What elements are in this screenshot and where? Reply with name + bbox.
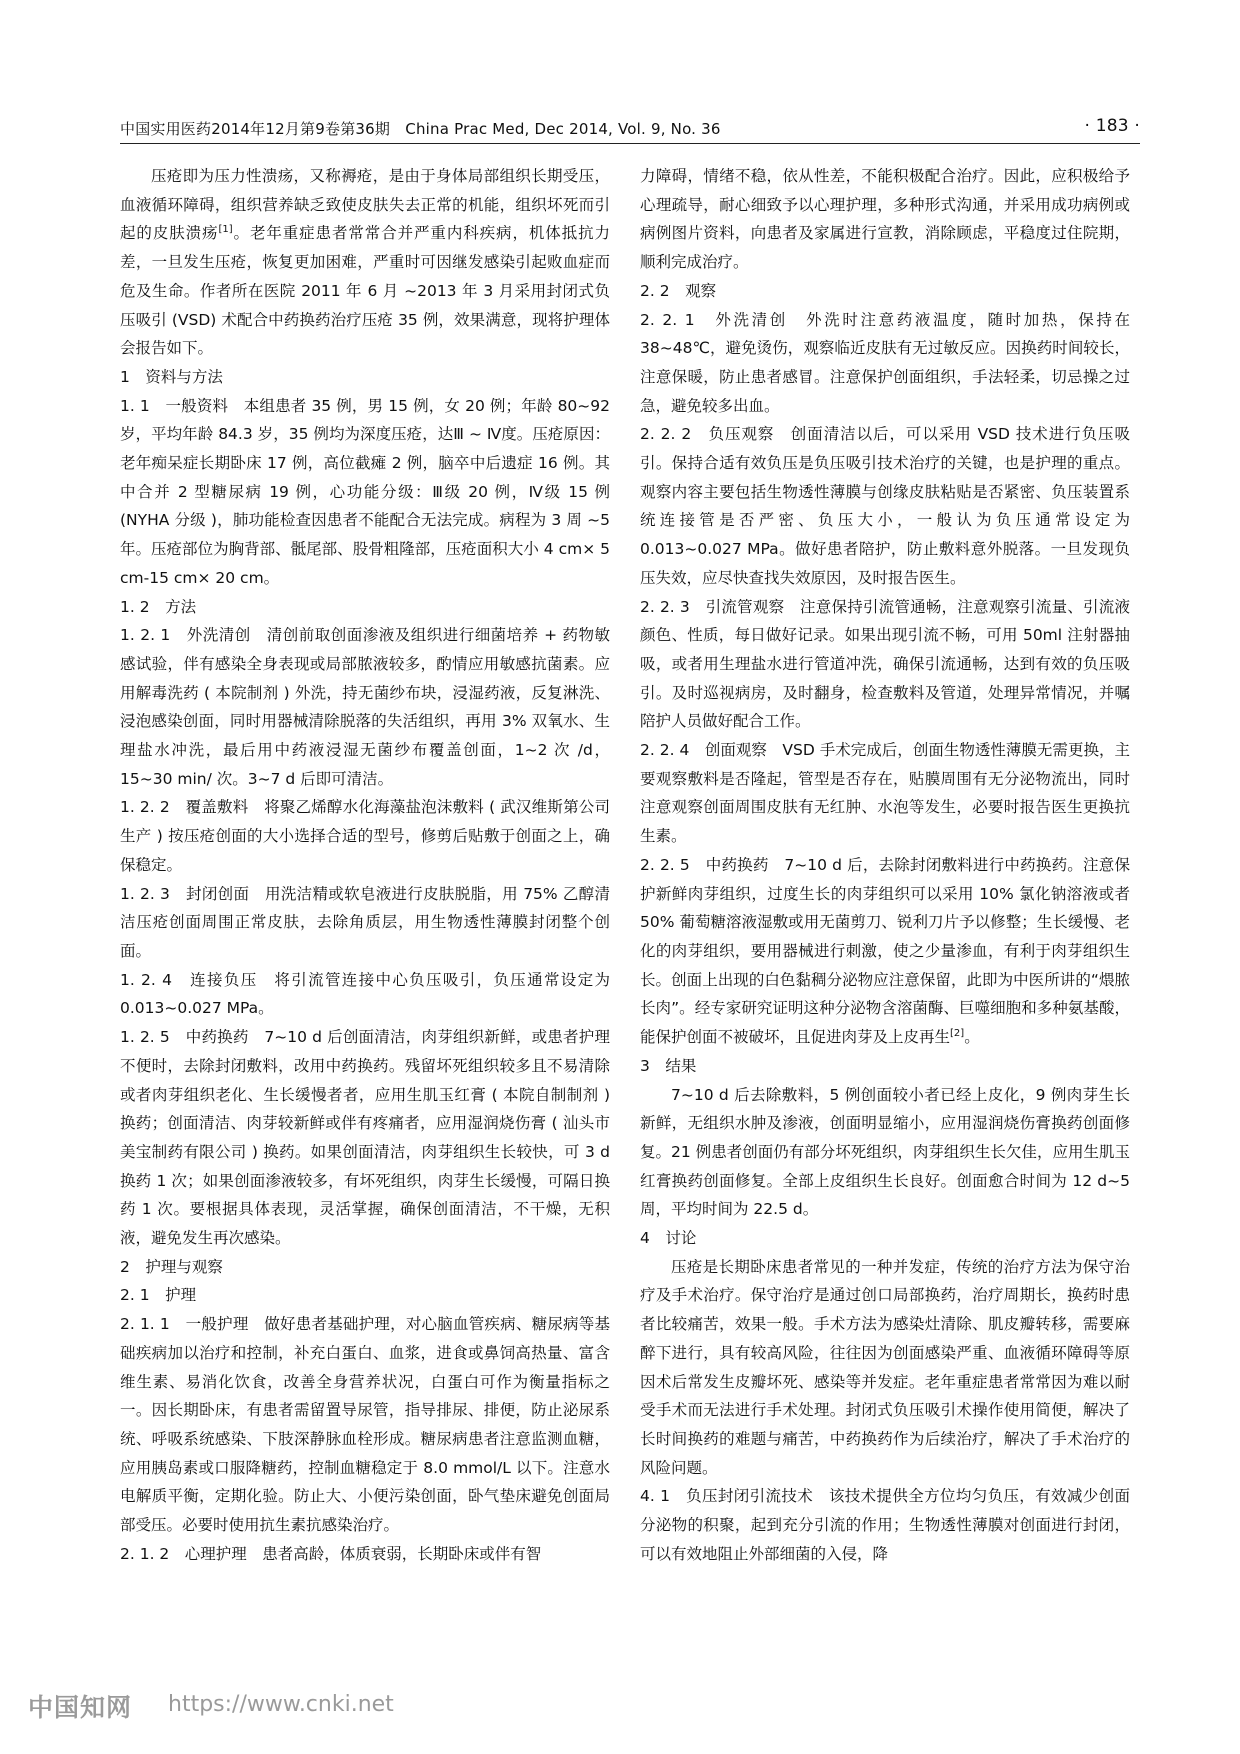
section-heading <box>120 593 610 622</box>
paragraph-text: 压疮是长期卧床患者常见的一种并发症，传统的治疗方法为保守治疗及手术治疗。保守治疗是通过创口局部换药，治疗周期长，换药时患者比较痛苦，效果一般。手术方法为感染灶清除、肌皮瓣转移，需要麻醉下进行，具有较高风险，往往因为创面感染严重、血液循环障碍等原因术后常发生皮瓣坏死、感染等并发症。老年重症患者常常因为难以耐受手术而无法进行手术处理。封闭式负压吸引术操作使用简便，解决了长时间换药的难题与痛苦，中药换药作为后续治疗，解决了手术治疗的风险问题。 <box>640 1257 1130 1477</box>
paragraph-text: 1. 1 一般资料 本组患者 35 例，男 15 例，女 20 例；年龄 80~92 岁，平均年龄 84.3 岁，35 例均为深度压疮，达Ⅲ ~ Ⅳ度。压疮原因：老年痴呆症长期卧床 17 例，高位截瘫 2 例，脑卒中后遗症 16 例。其中合并 2 型糖尿病 19 例，心功能分级：Ⅲ级 20 例，Ⅳ级 15 例 (NYHA 分级 )，肺功能检查因患者不能配合无法完成。病程为 3 周 ~5 年。压疮部位为胸背部、骶尾部、股骨粗隆部，压疮面积大小 4 cm× 5 cm-15 cm× 20 cm。 <box>120 396 610 587</box>
section-heading <box>120 363 610 392</box>
cnki-url[interactable]: https://www.cnki.net <box>168 1692 394 1717</box>
paragraph <box>120 880 610 966</box>
section-heading <box>120 1253 610 1282</box>
paragraph-text: 。 <box>964 1028 980 1047</box>
paragraph <box>640 736 1130 851</box>
page-number: · 183 · <box>1084 116 1140 136</box>
paragraph-text: 力障碍，情绪不稳，依从性差，不能积极配合治疗。因此，应积极给予心理疏导，耐心细致予以心理护理，多种形式沟通，并采用成功病例或病例图片资料，向患者及家属进行宣教，消除顾虑，平稳度过住院期，顺利完成治疗。 <box>640 167 1130 272</box>
paragraph <box>120 966 610 1023</box>
paragraph-text: 1 资料与方法 <box>120 367 223 386</box>
paragraph-text: 2. 2. 2 负压观察 创面清洁以后，可以采用 VSD 技术进行负压吸引。保持合适有效负压是负压吸引技术治疗的关键，也是护理的重点。观察内容主要包括生物透性薄膜与创缘皮肤粘贴是否紧密、负压装置系统连接管是否严密、负压大小，一般认为负压通常设定为 0.013~0.027 MPa。做好患者陪护，防止敷料意外脱落。一旦发现负压失效，应尽快查找失效原因，及时报告医生。 <box>640 425 1130 587</box>
paragraph-text: 2. 2. 1 外洗清创 外洗时注意药液温度，随时加热，保持在 38~48℃，避免烫伤，观察临近皮肤有无过敏反应。因换药时间较长，注意保暖，防止患者感冒。注意保护创面组织，手法轻柔，切忌操之过急，避免较多出血。 <box>640 310 1130 415</box>
header-divider <box>120 143 1140 144</box>
paragraph-text: 3 结果 <box>640 1056 697 1075</box>
paragraph-text: 2. 2. 4 创面观察 VSD 手术完成后，创面生物透性薄膜无需更换，主要观察敷料是否隆起，管型是否存在，贴膜周围有无分泌物流出，同时注意观察创面周围皮肤有无红肿、水泡等发生，必要时报告医生更换抗生素。 <box>640 741 1130 846</box>
paragraph-text: 1. 2. 5 中药换药 7~10 d 后创面清洁，肉芽组织新鲜，或患者护理不便时，去除封闭敷料，改用中药换药。残留坏死组织较多且不易清除或者肉芽组织老化、生长缓慢者者，应用生肌玉红膏 ( 本院自制制剂 ) 换药；创面清洁、肉芽较新鲜或伴有疼痛者，应用湿润烧伤膏 ( 汕头市美宝制药有限公司 ) 换药。如果创面清洁，肉芽组织生长较快，可 3 d 换药 1 次；如果创面渗液较多，有坏死组织，肉芽生长缓慢，可隔日换药 1 次。要根据具体表现，灵活掌握，确保创面清洁，不干燥，无积液，避免发生再次感染。 <box>120 1028 610 1248</box>
paragraph-text: 2. 1. 1 一般护理 做好患者基础护理，对心脑血管疾病、糖尿病等基础疾病加以治疗和控制，补充白蛋白、血浆，进食或鼻饲高热量、富含维生素、易消化饮食，改善全身营养状况，白蛋白可作为衡量指标之一。因长期卧床，有患者需留置导尿管，指导排尿、排便，防止泌尿系统、呼吸系统感染、下肢深静脉血栓形成。糖尿病患者注意监测血糖，应用胰岛素或口服降糖药，控制血糖稳定于 8.0 mmol/L 以下。注意水电解质平衡，定期化验。防止大、小便污染创面，卧气垫床避免创面局部受压。必要时使用抗生素抗感染治疗。 <box>120 1315 610 1535</box>
paragraph <box>120 1540 610 1569</box>
right-column <box>640 162 1130 1568</box>
watermark <box>28 1688 528 1728</box>
paragraph <box>640 1081 1130 1225</box>
paragraph <box>640 1482 1130 1568</box>
paragraph <box>640 306 1130 421</box>
paragraph <box>120 1310 610 1540</box>
paragraph-text: 压疮即为压力性溃疡，又称褥疮，是由于身体局部组织长期受压，血液循环障碍，组织营养缺乏致使皮肤失去正常的机能，组织坏死而引起的皮肤溃疡 <box>120 167 610 243</box>
citation-ref: [1] <box>218 224 233 236</box>
paragraph-text: 7~10 d 后去除敷料，5 例创面较小者已经上皮化，9 例肉芽生长新鲜，无组织水肿及渗液，创面明显缩小，应用湿润烧伤膏换药创面修复。21 例患者创面仍有部分坏死组织，肉芽组织生长欠佳，应用生肌玉红膏换药创面修复。全部上皮组织生长良好。创面愈合时间为 12 d~5 周，平均时间为 22.5 d。 <box>640 1085 1130 1219</box>
paragraph-text: 4. 1 负压封闭引流技术 该技术提供全方位均匀负压，有效减少创面分泌物的积聚，起到充分引流的作用；生物透性薄膜对创面进行封闭，可以有效地阻止外部细菌的入侵，降 <box>640 1487 1130 1563</box>
paragraph <box>640 851 1130 1052</box>
paragraph <box>120 621 610 793</box>
paragraph-text: 。老年重症患者常常合并严重内科疾病，机体抵抗力差，一旦发生压疮，恢复更加困难，严重时可因继发感染引起败血症而危及生命。作者所在医院 2011 年 6 月 ~2013 年 3 月采用封闭式负压吸引 (VSD) 术配合中药换药治疗压疮 35 例，效果满意，现将护理体会报告如下。 <box>120 224 610 358</box>
paragraph-text: 2. 2. 3 引流管观察 注意保持引流管通畅，注意观察引流量、引流液颜色、性质，每日做好记录。如果出现引流不畅，可用 50ml 注射器抽吸，或者用生理盐水进行管道冲洗，确保引流通畅，达到有效的负压吸引。及时巡视病房，及时翻身，检查敷料及管道，处理异常情况，并嘱陪护人员做好配合工作。 <box>640 597 1130 731</box>
paragraph <box>120 392 610 593</box>
cnki-logo: 中国知网 <box>28 1693 133 1722</box>
paragraph-text: 1. 2. 4 连接负压 将引流管连接中心负压吸引，负压通常设定为 0.013~0.027 MPa。 <box>120 970 610 1018</box>
paragraph <box>640 1253 1130 1483</box>
paragraph <box>640 162 1130 277</box>
paragraph-text: 1. 2. 3 封闭创面 用洗洁精或软皂液进行皮肤脱脂，用 75% 乙醇清洁压疮创面周围正常皮肤，去除角质层，用生物透性薄膜封闭整个创面。 <box>120 884 610 960</box>
left-column <box>120 162 610 1568</box>
paragraph-text: 2. 1. 2 心理护理 患者高龄，体质衰弱，长期卧床或伴有智 <box>120 1544 542 1563</box>
paragraph-text: 1. 2 方法 <box>120 597 197 616</box>
section-heading <box>120 1281 610 1310</box>
journal-citation: 中国实用医药2014年12月第9卷第36期 China Prac Med, Dec 2014, Vol. 9, No. 36 <box>120 120 721 138</box>
paragraph-text: 1. 2. 1 外洗清创 清创前取创面渗液及组织进行细菌培养 + 药物敏感试验，伴有感染全身表现或局部脓液较多，酌情应用敏感抗菌素。应用解毒洗药 ( 本院制剂 ) 外洗，持无菌纱布块，浸湿药液，反复淋洗、浸泡感染创面，同时用器械清除脱落的失活组织，再用 3% 双氧水、生理盐水冲洗，最后用中药液浸湿无菌纱布覆盖创面，1~2 次 /d，15~30 min/ 次。3~7 d 后即可清洁。 <box>120 626 610 788</box>
paragraph <box>640 420 1130 592</box>
citation-ref: [2] <box>950 1027 965 1039</box>
paragraph-text: 2 护理与观察 <box>120 1257 223 1276</box>
paragraph <box>120 1023 610 1253</box>
paragraph <box>120 793 610 879</box>
page-header <box>120 116 1140 144</box>
section-heading <box>640 277 1130 306</box>
section-heading <box>640 1224 1130 1253</box>
paragraph <box>640 593 1130 737</box>
paragraph-text: 1. 2. 2 覆盖敷料 将聚乙烯醇水化海藻盐泡沫敷料 ( 武汉维斯第公司生产 ) 按压疮创面的大小选择合适的型号，修剪后贴敷于创面之上，确保稳定。 <box>120 798 610 874</box>
section-heading <box>640 1052 1130 1081</box>
paragraph-text: 2. 2. 5 中药换药 7~10 d 后，去除封闭敷料进行中药换药。注意保护新鲜肉芽组织，过度生长的肉芽组织可以采用 10% 氯化钠溶液或者 50% 葡萄糖溶液湿敷或用无菌剪刀、锐利刀片予以修整；生长缓慢、老化的肉芽组织，要用器械进行刺激，使之少量渗血，有利于肉芽组织生长。创面上出现的白色黏稠分泌物应注意保留，此即为中医所讲的“煨脓长肉”。经专家研究证明这种分泌物含溶菌酶、巨噬细胞和多种氨基酸，能保护创面不被破坏，且促进肉芽及上皮再生 <box>640 855 1130 1047</box>
paragraph <box>120 162 610 363</box>
paragraph-text: 4 讨论 <box>640 1229 697 1248</box>
paragraph-text: 2. 1 护理 <box>120 1286 197 1305</box>
paragraph-text: 2. 2 观察 <box>640 281 717 300</box>
